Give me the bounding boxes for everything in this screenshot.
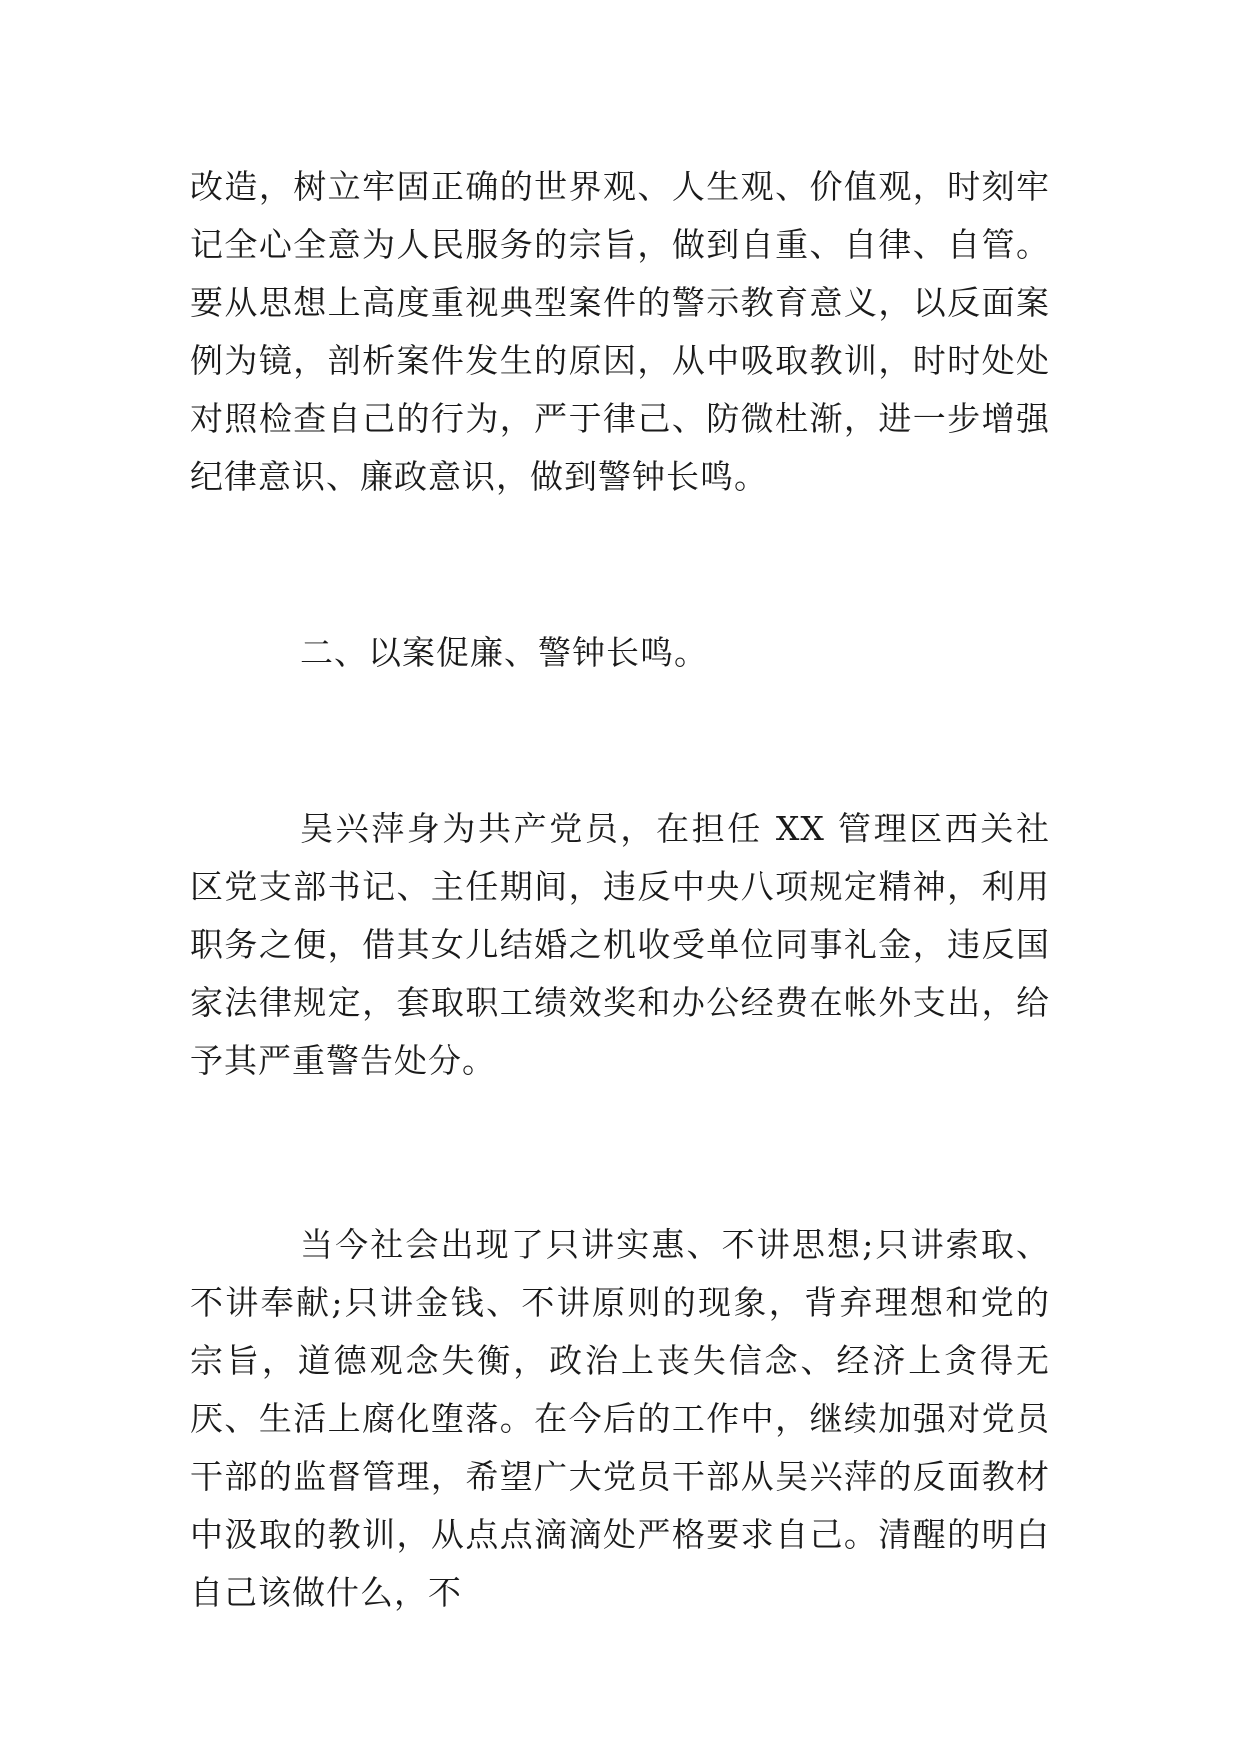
paragraph-reflection: 当今社会出现了只讲实惠、不讲思想;只讲索取、不讲奉献;只讲金钱、不讲原则的现象，背弃理想和党的宗旨，道德观念失衡，政治上丧失信念、经济上贪得无厌、生活上腐化堕落。在今后的工作中，继续加强对党员干部的监督管理，希望广大党员干部从吴兴萍的反面教材中汲取的教训，从点点滴滴处严格要求自己。清醒的明白自己该做什么，不 [190,1225,1050,1612]
paragraph-case: 吴兴萍身为共产党员，在担任 XX 管理区西关社区党支部书记、主任期间，违反中央八项规定精神，利用职务之便，借其女儿结婚之机收受单位同事礼金，违反国家法律规定，套取职工绩效奖和办公经费在帐外支出，给予其严重警告处分。 [190,809,1050,1080]
section-heading: 二、以案促廉、警钟长鸣。 [300,633,708,672]
paragraph-continuation: 改造，树立牢固正确的世界观、人生观、价值观，时刻牢记全心全意为人民服务的宗旨，做到自重、自律、自管。要从思想上高度重视典型案件的警示教育意义，以反面案例为镜，剖析案件发生的原因，从中吸取教训，时时处处对照检查自己的行为，严于律己、防微杜渐，进一步增强纪律意识、廉政意识，做到警钟长鸣。 [190,167,1050,496]
